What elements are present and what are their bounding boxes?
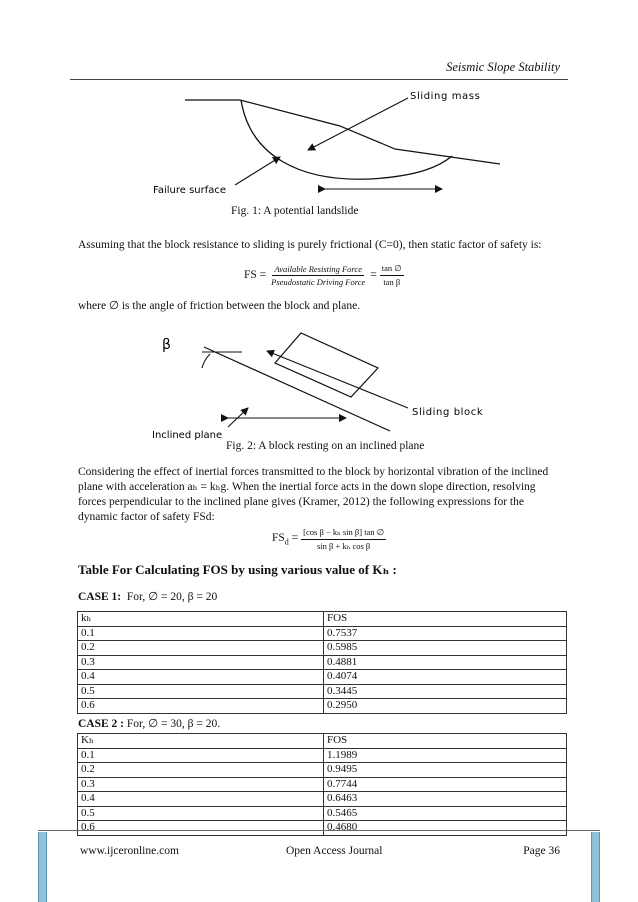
kh-cell: 0.3 [78, 777, 324, 792]
fraction-tan-beta: tan β [383, 277, 401, 287]
footer-website: www.ijceronline.com [80, 845, 179, 857]
case-1-label: CASE 1: For, ∅ = 20, β = 20 [78, 591, 218, 603]
table-row [78, 806, 567, 821]
table-row [78, 670, 567, 685]
kh-cell: 0.4 [78, 792, 324, 807]
kh-cell: 0.5 [78, 684, 324, 699]
fraction-denominator: Pseudostatic Driving Force [271, 276, 366, 287]
figure-2-caption: Fig. 2: A block resting on an inclined plane [226, 440, 425, 452]
where-statement: where ∅ is the angle of friction between the block and plane. [78, 300, 361, 312]
table-row [78, 684, 567, 699]
table-row [78, 655, 567, 670]
formula-static-fs [244, 263, 407, 287]
fraction-dynamic-numerator: [cos β − kₕ sin β] tan ∅ [301, 527, 386, 540]
fraction-tangents [380, 263, 404, 287]
kh-cell: 0.3 [78, 655, 324, 670]
failure-surface-pointer [235, 157, 280, 185]
table-row [78, 748, 567, 763]
footer-journal: Open Access Journal [286, 845, 383, 857]
fos-cell: 0.4680 [324, 821, 567, 836]
formula-lhs: FS = [244, 269, 267, 281]
fos-cell: 0.4074 [324, 670, 567, 685]
case-2-label: CASE 2 : For, ∅ = 30, β = 20. [78, 718, 221, 730]
table-row [78, 763, 567, 778]
fos-cell: 1.1989 [324, 748, 567, 763]
table-row [78, 792, 567, 807]
formula-lhs-subscript: d [284, 537, 289, 547]
fos-cell: 0.4881 [324, 655, 567, 670]
fos-cell: 0.7537 [324, 626, 567, 641]
footer-page-number: Page 36 [523, 845, 560, 857]
formula-dynamic-lhs: $FS_d$ = [272, 532, 299, 547]
fraction-dynamic [301, 527, 386, 552]
table-header-row [78, 612, 567, 627]
table-header-row [78, 734, 567, 749]
header-divider [70, 79, 568, 80]
case-2-params: For, ∅ = 30, β = 20. [126, 718, 221, 730]
table-row [78, 641, 567, 656]
fraction-forces [269, 264, 367, 287]
fos-cell: 0.9495 [324, 763, 567, 778]
footer-left-bar [38, 832, 47, 902]
table-row [78, 777, 567, 792]
label-failure-surface: Failure surface [153, 185, 227, 196]
fos-cell: 0.7744 [324, 777, 567, 792]
case-1-params: For, ∅ = 20, β = 20 [126, 591, 218, 603]
footer-right-bar [591, 832, 600, 902]
fos-cell: 0.6463 [324, 792, 567, 807]
kh-cell: 0.1 [78, 626, 324, 641]
kh-cell: 0.2 [78, 763, 324, 778]
formula-dynamic-fs [272, 527, 389, 552]
label-inclined-plane: Inclined plane [152, 430, 223, 440]
label-sliding-mass: Sliding mass [410, 91, 481, 102]
formula-equals: = [370, 269, 377, 281]
case-1-table [77, 611, 567, 714]
figure-1-caption: Fig. 1: A potential landslide [231, 205, 359, 217]
figure-2-inclined-plane-diagram [150, 328, 510, 440]
kh-cell: Kₕ [78, 734, 324, 749]
table-row [78, 626, 567, 641]
failure-surface-curve [241, 100, 452, 179]
fos-cell: 0.3445 [324, 684, 567, 699]
kh-cell: 0.2 [78, 641, 324, 656]
kh-cell: kₕ [78, 612, 324, 627]
case-2-table [77, 733, 567, 836]
fraction-numerator: Available Resisting Force [274, 263, 362, 274]
sliding-block [275, 333, 378, 397]
label-beta: β [162, 337, 171, 353]
kh-cell: 0.6 [78, 699, 324, 714]
running-header-title: Seismic Slope Stability [446, 60, 560, 74]
fraction-dynamic-denominator: sin β + kₕ cos β [317, 541, 371, 551]
kh-cell: 0.1 [78, 748, 324, 763]
fos-cell: 0.5985 [324, 641, 567, 656]
table-row [78, 821, 567, 836]
fos-cell: FOS [324, 612, 567, 627]
fos-cell: 0.5465 [324, 806, 567, 821]
sliding-mass-pointer [308, 98, 408, 150]
table-heading: Table For Calculating FOS by using various value of Kₕ : [78, 562, 397, 577]
angle-arc [202, 354, 210, 368]
kh-cell: 0.6 [78, 821, 324, 836]
footer-divider [38, 830, 600, 831]
fraction-tan-phi: tan ∅ [380, 263, 404, 276]
fos-cell: FOS [324, 734, 567, 749]
paragraph-dynamic-fs: Considering the effect of inertial forces transmitted to the block by horizontal vibration of the inclined plane with acceleration aₕ = kₕg. When the inertial force acts in the down slope direction, resolving forces perpendicular to the inclined plane gives (Kramer, 2012) the following expressions for the dynamic factor of safety FSd: [78, 466, 549, 523]
sliding-block-pointer [267, 351, 408, 408]
kh-cell: 0.4 [78, 670, 324, 685]
kh-cell: 0.5 [78, 806, 324, 821]
table-row [78, 699, 567, 714]
label-sliding-block: Sliding block [412, 407, 484, 418]
paragraph-static-fs: Assuming that the block resistance to sliding is purely frictional (C=0), then static factor of safety is: [78, 239, 542, 251]
fos-cell: 0.2950 [324, 699, 567, 714]
figure-1-landslide-diagram [140, 86, 500, 198]
